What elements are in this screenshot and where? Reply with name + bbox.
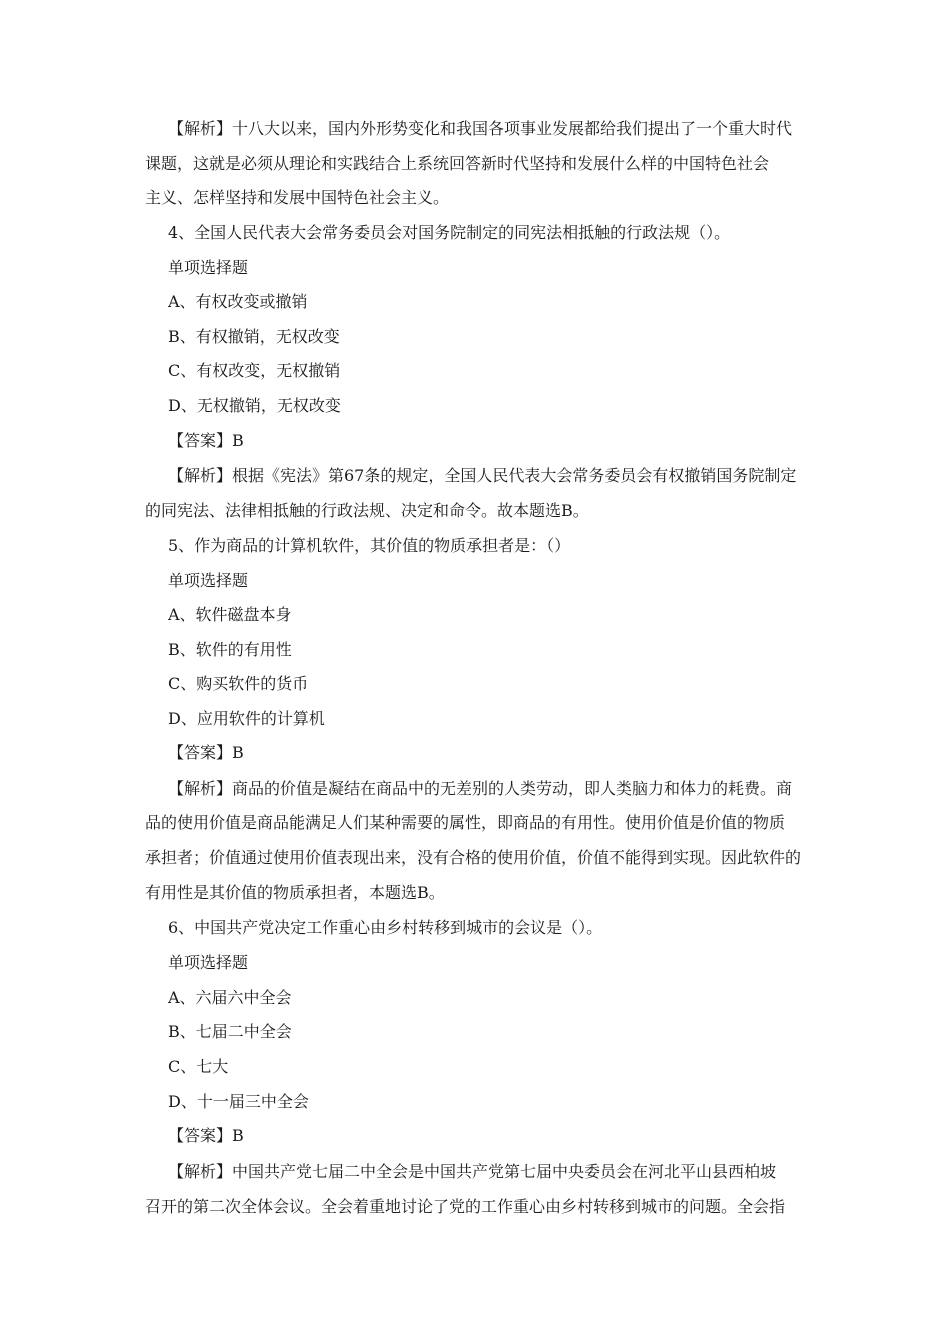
q5-answer: 【答案】B: [168, 743, 244, 762]
q4-type: 单项选择题: [168, 258, 249, 277]
q6-answer: 【答案】B: [168, 1126, 244, 1145]
q4-question: 4、全国人民代表大会常务委员会对国务院制定的同宪法相抵触的行政法规（）。: [168, 223, 731, 242]
q5-analysis-line-1: 【解析】商品的价值是凝结在商品中的无差别的人类劳动，即人类脑力和体力的耗费。商: [168, 779, 793, 798]
q6-option-a: A、六届六中全会: [168, 988, 292, 1007]
q4-option-a: A、有权改变或撤销: [168, 292, 308, 311]
q5-question: 5、作为商品的计算机软件，其价值的物质承担者是：（）: [168, 536, 571, 555]
q3-analysis-line-3: 主义、怎样坚持和发展中国特色社会主义。: [145, 188, 450, 207]
q3-analysis-line-2: 课题，这就是必须从理论和实践结合上系统回答新时代坚持和发展什么样的中国特色社会: [145, 154, 770, 173]
q4-analysis-line-1: 【解析】根据《宪法》第67条的规定，全国人民代表大会常务委员会有权撤销国务院制定: [168, 466, 797, 485]
q3-analysis-line-1: 【解析】十八大以来，国内外形势变化和我国各项事业发展都给我们提出了一个重大时代: [168, 119, 793, 138]
q5-analysis-line-2: 品的使用价值是商品能满足人们某种需要的属性，即商品的有用性。使用价值是价值的物质: [145, 813, 786, 832]
q5-option-b: B、软件的有用性: [168, 640, 292, 659]
q6-option-c: C、七大: [168, 1057, 229, 1076]
q4-option-b: B、有权撤销，无权改变: [168, 327, 340, 346]
q5-option-d: D、应用软件的计算机: [168, 709, 325, 728]
q4-answer: 【答案】B: [168, 431, 244, 450]
q6-analysis-line-2: 召开的第二次全体会议。全会着重地讨论了党的工作重心由乡村转移到城市的问题。全会指: [145, 1197, 786, 1216]
q5-option-a: A、软件磁盘本身: [168, 605, 292, 624]
q6-analysis-line-1: 【解析】中国共产党七届二中全会是中国共产党第七届中央委员会在河北平山县西柏坡: [168, 1162, 777, 1181]
q5-type: 单项选择题: [168, 571, 249, 590]
q6-option-d: D、十一届三中全会: [168, 1092, 309, 1111]
q5-option-c: C、购买软件的货币: [168, 674, 309, 693]
q6-question: 6、中国共产党决定工作重心由乡村转移到城市的会议是（）。: [168, 918, 603, 937]
q4-option-d: D、无权撤销，无权改变: [168, 396, 341, 415]
q6-option-b: B、七届二中全会: [168, 1022, 292, 1041]
q6-type: 单项选择题: [168, 953, 249, 972]
q5-analysis-line-3: 承担者；价值通过使用价值表现出来，没有合格的使用价值，价值不能得到实现。因此软件的: [145, 848, 802, 867]
q5-analysis-line-4: 有用性是其价值的物质承担者，本题选B。: [145, 883, 445, 902]
q4-analysis-line-2: 的同宪法、法律相抵触的行政法规、决定和命令。故本题选B。: [145, 501, 589, 520]
q4-option-c: C、有权改变，无权撤销: [168, 361, 341, 380]
